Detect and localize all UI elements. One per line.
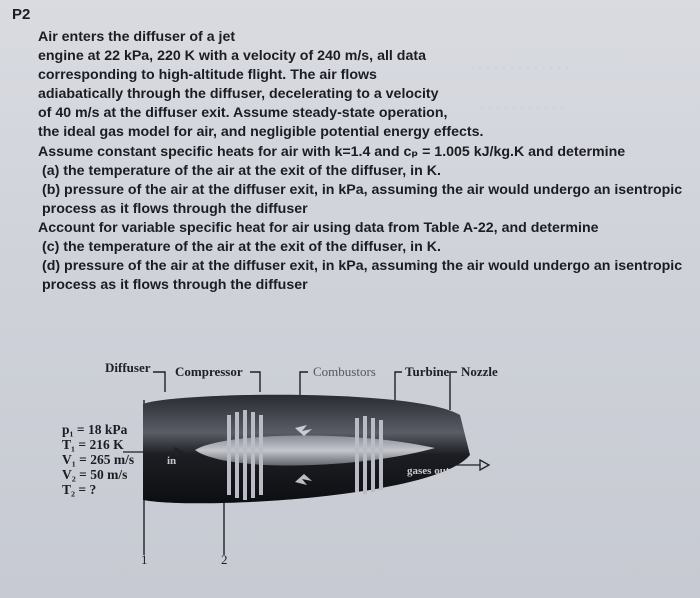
problem-number: P2 — [12, 6, 31, 23]
given-t2: T₂ = ? — [62, 482, 97, 497]
bleed-through-text: · · · · · · · · · · · · · — [470, 60, 570, 75]
part-c: (c) the temperature of the air at the exit of the diffuser, in K. — [42, 239, 441, 256]
given-p1: p₁ = 18 kPa — [62, 422, 128, 437]
statement-line: Air enters the diffuser of a jet — [38, 29, 236, 45]
compressor-label: Compressor — [175, 364, 243, 379]
bleed-through-text: · · · · · · · · · · · — [480, 100, 564, 115]
station-1-label: 1 — [141, 552, 148, 567]
part-d: (d) pressure of the air at the diffuser exit, in kPa, assuming the air would undergo an isentropic process as it flows through the diffuser — [42, 258, 683, 294]
diffuser-label: Diffuser — [105, 360, 151, 375]
nozzle-label: Nozzle — [461, 364, 498, 379]
part-b: (b) pressure of the air at the diffuser exit, in kPa, assuming the air would undergo an isentropic process as it flows through the diffuser — [42, 181, 683, 217]
combustors-label: Combustors — [313, 364, 376, 379]
statement-line: of 40 m/s at the diffuser exit. Assume steady-state operation, — [38, 105, 448, 122]
given-v1: V₁ = 265 m/s — [62, 452, 135, 467]
inlet-label: in — [167, 455, 177, 467]
statement-line: corresponding to high-altitude flight. The air flows — [38, 67, 377, 84]
statement-line: Assume constant specific heats for air with k=1.4 and cₚ = 1.005 kJ/kg.K and determine — [38, 143, 626, 160]
part-a: (a) the temperature of the air at the exit of the diffuser, in K. — [42, 162, 441, 179]
given-t1: T₁ = 216 K — [62, 437, 124, 452]
given-values — [62, 422, 134, 497]
station-2-label: 2 — [221, 552, 228, 567]
statement-line: adiabatically through the diffuser, decelerating to a velocity — [38, 86, 439, 103]
statement-line: engine at 22 kPa, 220 K with a velocity of 240 m/s, all data — [38, 48, 426, 65]
given-v2: V₂ = 50 m/s — [62, 467, 128, 482]
turbine-label: Turbine — [405, 364, 450, 379]
variable-heat-heading: Account for variable specific heat for air using data from Table A-22, and determine — [38, 219, 599, 236]
outlet-label: gases out — [407, 465, 450, 477]
statement-line: the ideal gas model for air, and negligible potential energy effects. — [38, 124, 484, 141]
problem-statement — [38, 28, 693, 295]
